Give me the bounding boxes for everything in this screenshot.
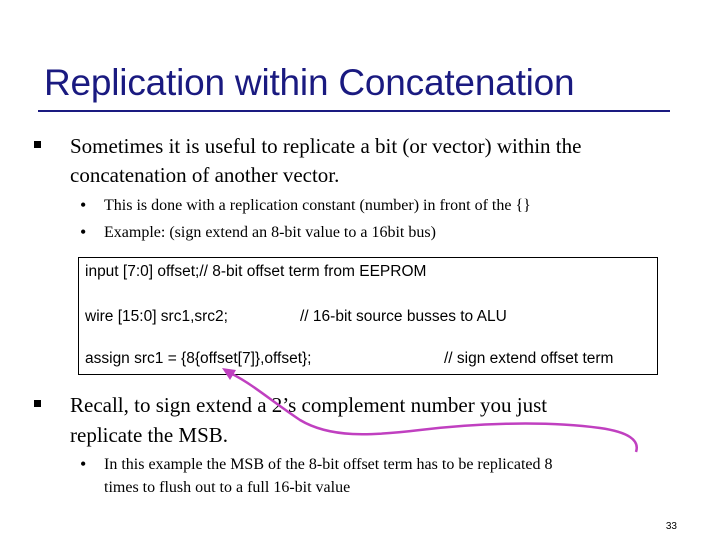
slide-title: Replication within Concatenation <box>44 62 575 103</box>
bullet1-sub2: Example: (sign extend an 8-bit value to a 16bit bus) <box>104 224 436 241</box>
code-line-1: input [7:0] offset;// 8-bit offset term from EEPROM <box>85 263 427 280</box>
square-bullet-icon <box>34 141 41 148</box>
code-line-3: assign src1 = {8{offset[7]},offset}; <box>85 350 312 367</box>
round-bullet-icon: • <box>80 454 87 474</box>
code-line-2-comment: // 16-bit source busses to ALU <box>300 308 507 325</box>
bullet2-line2: replicate the MSB. <box>70 423 229 447</box>
bullet1-sub1: This is done with a replication constant (number) in front of the {} <box>104 197 531 214</box>
bullet2-line1: Recall, to sign extend a 2’s complement number you just <box>70 393 548 417</box>
bullet2-sub1-line1: In this example the MSB of the 8-bit offset term has to be replicated 8 <box>104 456 553 473</box>
round-bullet-icon: • <box>80 195 87 215</box>
round-bullet-icon: • <box>80 222 87 242</box>
code-line-3-comment: // sign extend offset term <box>444 350 614 367</box>
square-bullet-icon <box>34 400 41 407</box>
bullet2-sub1-line2: times to flush out to a full 16-bit value <box>104 479 351 496</box>
title-underline <box>38 110 670 112</box>
bullet1-line1: Sometimes it is useful to replicate a bit (or vector) within the <box>70 134 582 158</box>
bullet1-line2: concatenation of another vector. <box>70 163 340 187</box>
code-line-2: wire [15:0] src1,src2; <box>85 308 228 325</box>
page-number: 33 <box>665 521 677 532</box>
